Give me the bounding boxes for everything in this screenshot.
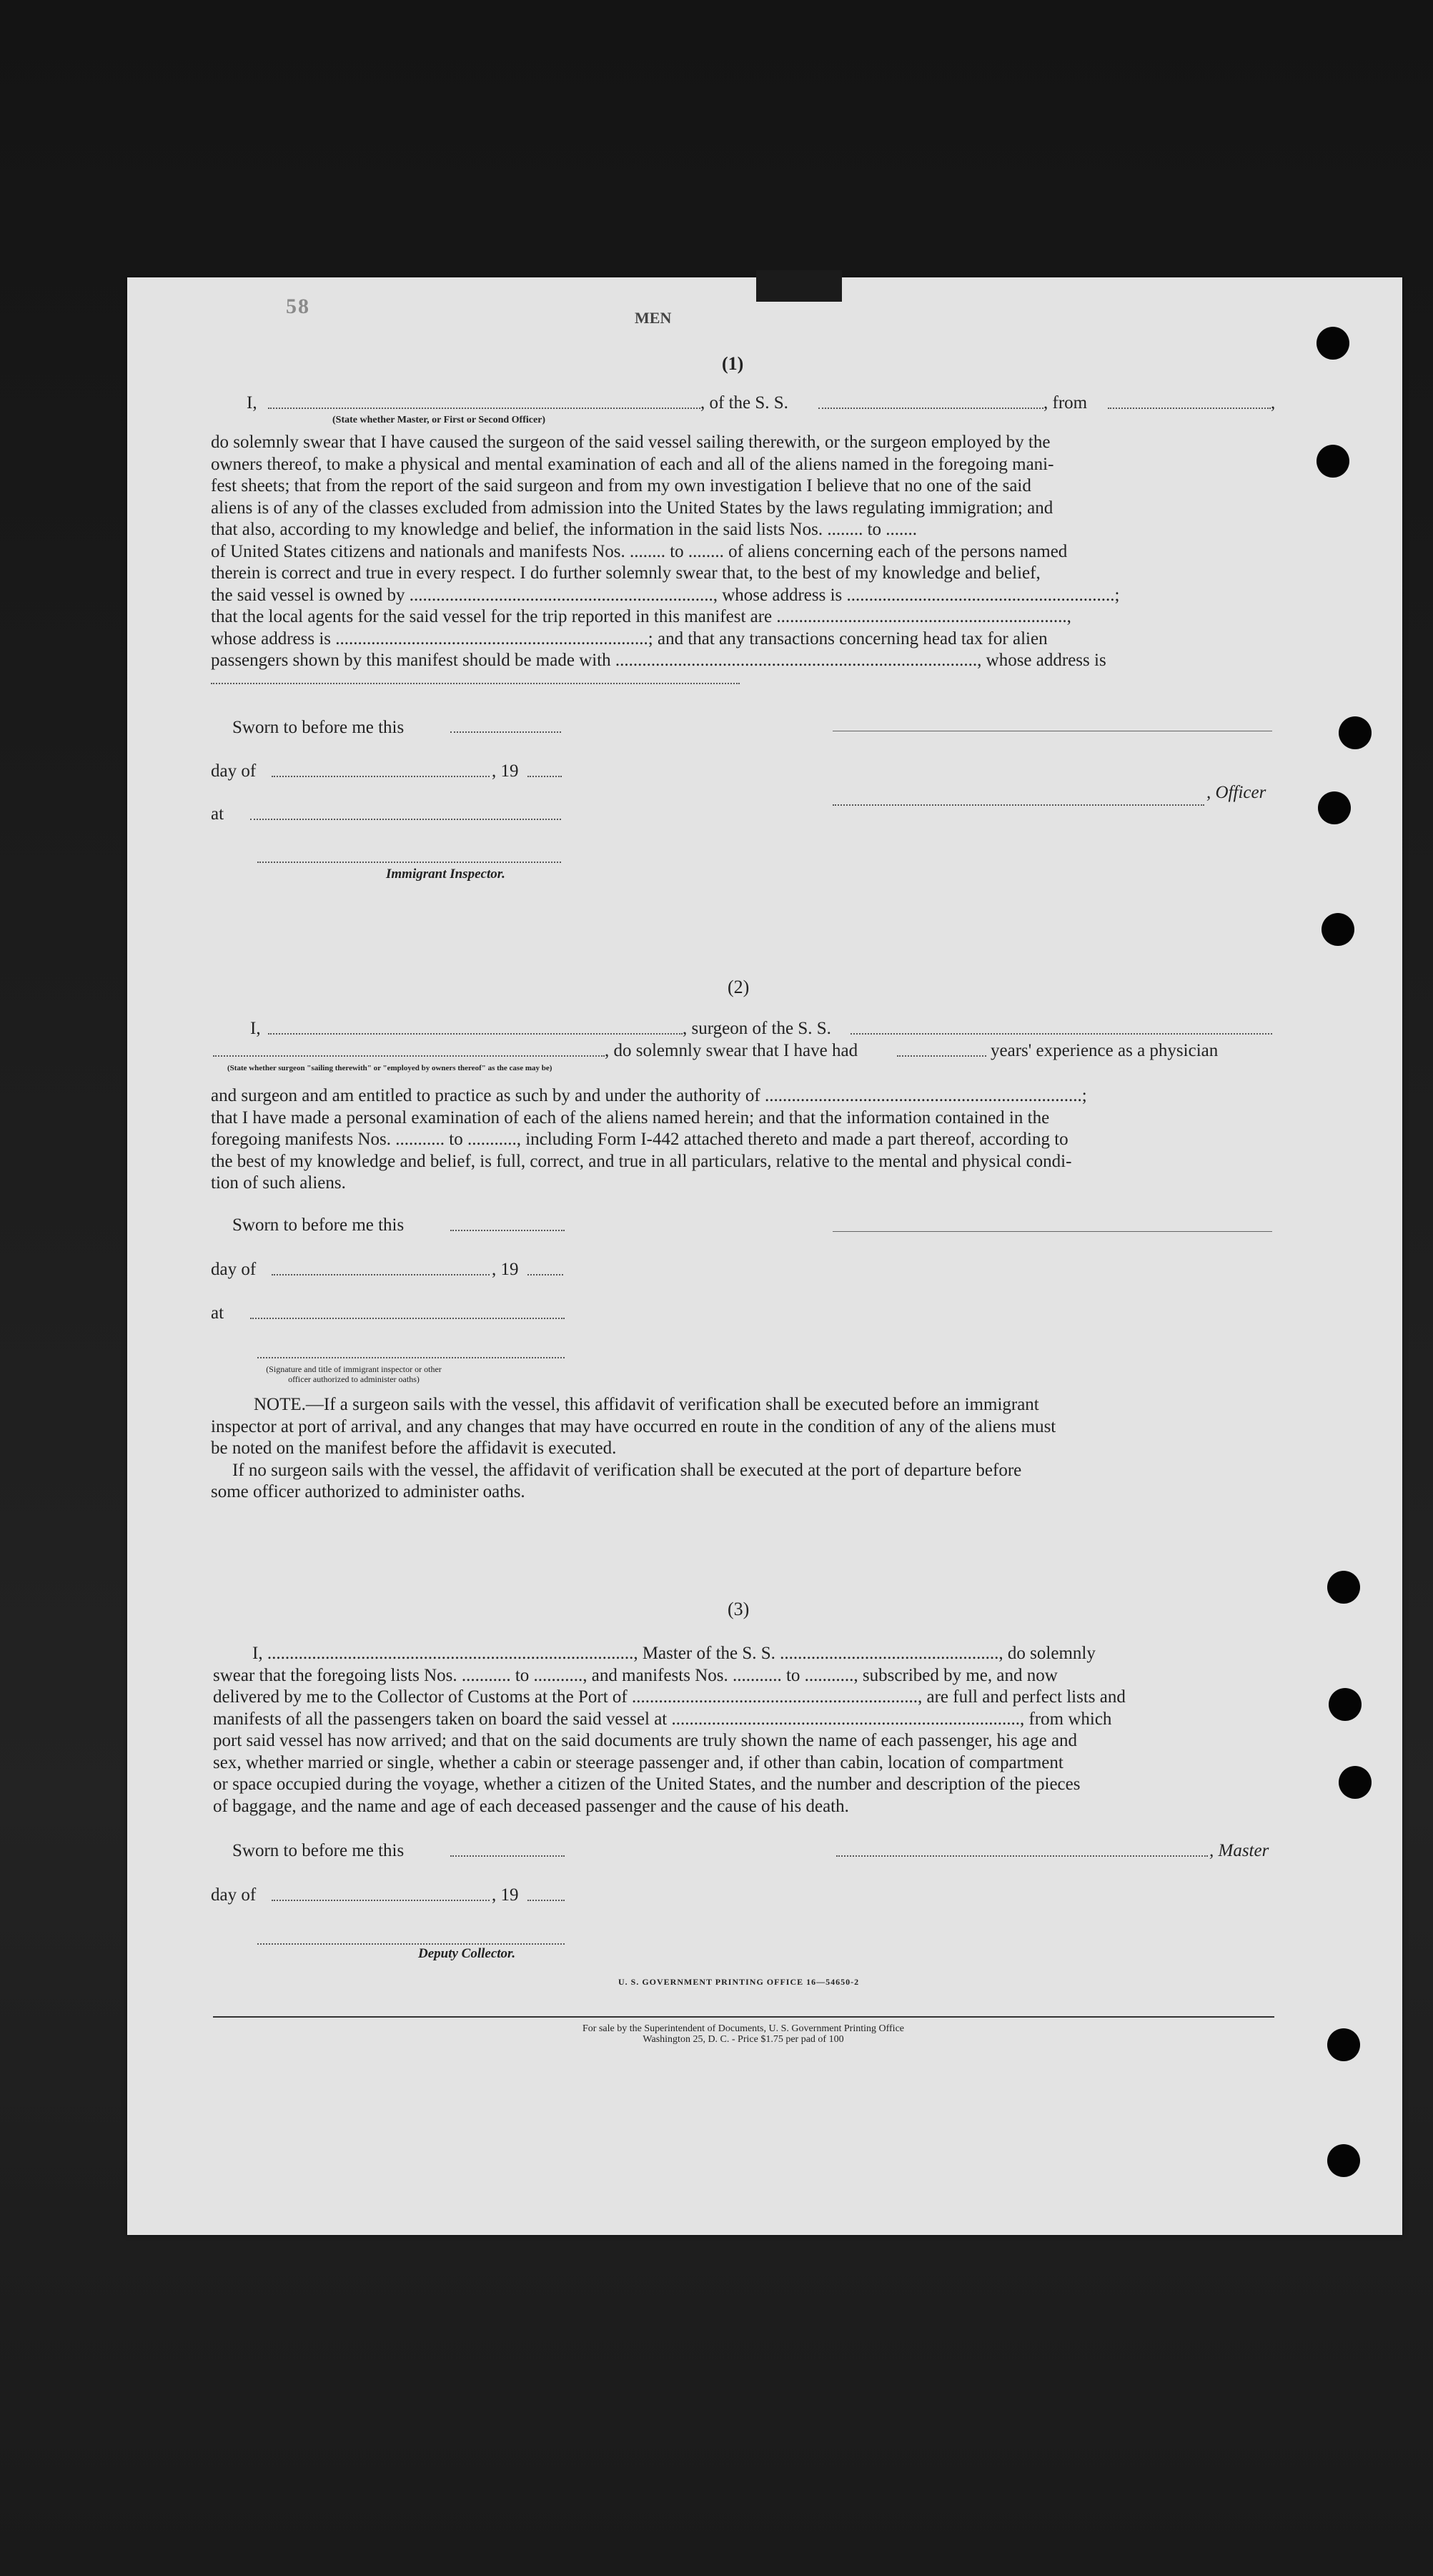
punch-hole [1339, 1766, 1372, 1799]
oath-line: delivered by me to the Collector of Customs at the Port of ................................................................, are full and perfect lists and [213, 1687, 1126, 1707]
day-of-label: day of [211, 1260, 257, 1279]
oath-line: I, .................................................................................., Master of the S. S. ................................................., do solemnly [252, 1644, 1096, 1663]
swear-label: , do solemnly swear that I have had [605, 1041, 858, 1060]
footer-rule [213, 2016, 1274, 2018]
page-stamp: 58 [286, 295, 310, 318]
oath-line: do solemnly swear that I have caused the surgeon of the said vessel sailing therewith, or the surgeon employed by the [211, 433, 1051, 452]
surgeon-note [211, 1394, 1276, 1504]
printing-office-line: U. S. GOVERNMENT PRINTING OFFICE 16—54650-2 [618, 1977, 860, 1987]
punch-hole [1327, 1571, 1360, 1604]
deputy-collector-label: Deputy Collector. [418, 1946, 516, 1961]
sale-line-2: Washington 25, D. C. - Price $1.75 per pad of 100 [643, 2034, 844, 2045]
oath-line: aliens is of any of the classes excluded from admission into the United States by the laws regulating immigration; and [211, 498, 1053, 518]
year-field [527, 1274, 563, 1275]
punch-hole [1318, 791, 1351, 824]
sworn-label: Sworn to before me this [232, 1841, 405, 1860]
oath-line: port said vessel has now arrived; and that on the said documents are truly shown the name of each passenger, his age and [213, 1731, 1078, 1750]
i-label: I, [247, 393, 257, 413]
note-line: If no surgeon sails with the vessel, the affidavit of verification shall be executed at the port of departure before [232, 1460, 1022, 1480]
punch-hole [1327, 2028, 1360, 2061]
oath-line: therein is correct and true in every respect. I do further solemnly swear that, to the best of my knowledge and belief, [211, 563, 1041, 583]
surgeon-type-field [213, 1055, 605, 1057]
oath-line: that I have made a personal examination of each of the aliens named herein; and that the information contained in the [211, 1107, 1050, 1127]
oath-line: fest sheets; that from the report of the said surgeon and from my own investigation I believe that no one of the said [211, 476, 1031, 495]
punch-hole [1317, 327, 1349, 360]
punch-hole [1317, 445, 1349, 478]
sale-line-1: For sale by the Superintendent of Documents, U. S. Government Printing Office [582, 2023, 904, 2034]
signature-caption [264, 1364, 443, 1384]
oath-line: owners thereof, to make a physical and mental examination of each and all of the aliens named in the foregoing mani- [211, 454, 1054, 474]
collector-signature-field [257, 1943, 565, 1945]
from-label: , from [1043, 393, 1088, 413]
oath-line: whose address is ......................................................................; and that any transactions concerning head tax for alien [211, 628, 1048, 648]
section-2-number: (2) [728, 977, 750, 997]
oath-line: foregoing manifests Nos. ........... to ..........., including Form I-442 attached thereto and made a part thereof, according to [211, 1130, 1068, 1149]
at-place-field [250, 1318, 565, 1319]
surgeon-of-label: , surgeon of the S. S. [683, 1019, 831, 1038]
oath-line: sex, whether married or single, whether a cabin or steerage passenger and, if other than cabin, location of compartment [213, 1752, 1063, 1772]
sworn-label: Sworn to before me this [232, 718, 405, 737]
immigrant-inspector-label: Immigrant Inspector. [386, 867, 505, 882]
oath-line: that also, according to my knowledge and belief, the information in the said lists Nos. ........ to ....... [211, 520, 918, 539]
officer-label: , Officer [1206, 783, 1266, 802]
signature-caption-text: (Signature and title of immigrant inspector or other officer authorized to administer oaths) [266, 1364, 442, 1384]
at-label: at [211, 1303, 224, 1323]
oath-line: or space occupied during the voyage, whether a citizen of the United States, and the number and description of the pieces [213, 1775, 1081, 1794]
month-field [272, 1900, 490, 1901]
section-1-number: (1) [722, 353, 744, 374]
master-signature-field [836, 1855, 1208, 1857]
comma: , [1271, 393, 1276, 413]
year-field [527, 776, 562, 777]
day-of-label: day of [211, 1885, 257, 1905]
section-3-number: (3) [728, 1599, 750, 1619]
officer-signature-field [257, 1357, 565, 1358]
oath-line: the said vessel is owned by ...................................................................., whose address is ............................................................; [211, 585, 1120, 605]
header-mark: MEN [635, 309, 672, 327]
oath-line: manifests of all the passengers taken on board the said vessel at .............................................................................., from which [213, 1709, 1112, 1729]
sworn-date-field [450, 1230, 565, 1231]
note-line: some officer authorized to administer oaths. [211, 1482, 525, 1501]
master-name-field [268, 408, 700, 409]
sworn-label: Sworn to before me this [232, 1215, 405, 1235]
section-1-first-line [247, 393, 257, 413]
oath-line: of United States citizens and nationals and manifests Nos. ........ to ........ of aliens concerning each of the persons named [211, 541, 1068, 561]
at-place-field [250, 819, 561, 820]
inspector-signature-field [257, 862, 561, 863]
signature-line [833, 1231, 1272, 1232]
oath-line: of baggage, and the name and age of each deceased passenger and the cause of his death. [213, 1796, 849, 1816]
year-field [527, 1900, 565, 1901]
i-label: I, [250, 1019, 261, 1038]
master-label: , Master [1209, 1841, 1269, 1860]
oath-line: that the local agents for the said vessel for the trip reported in this manifest are ................................................................., [211, 607, 1071, 626]
sale-notice [457, 2023, 1029, 2045]
section-3-oath-text [213, 1643, 1278, 1817]
ship-name-field [818, 408, 1043, 409]
of-ss-label: , of the S. S. [700, 393, 788, 413]
month-field [272, 776, 490, 777]
section-2-oath-text [211, 1085, 1276, 1195]
oath-line: and surgeon and am entitled to practice as such by and under the authority of .......................................................................; [211, 1086, 1087, 1105]
oath-line: swear that the foregoing lists Nos. ........... to ..........., and manifests Nos. ........... to ..........., subscribed by me, and now [213, 1665, 1058, 1685]
oath-line: passengers shown by this manifest should be made with ................................................................................., whose address is [211, 651, 1106, 670]
sworn-date-field [450, 731, 561, 733]
years-experience-label: years' experience as a physician [991, 1041, 1219, 1060]
section-1-oath-text [211, 432, 1276, 672]
sheet-tab-notch [756, 270, 842, 302]
surgeon-caption: (State whether surgeon "sailing therewith" or "employed by owners thereof" as the case may be) [227, 1064, 552, 1072]
from-port-field [1108, 408, 1271, 409]
sworn-date-field [450, 1855, 565, 1857]
oath-line: tion of such aliens. [211, 1173, 346, 1193]
surgeon-ship-field [851, 1033, 1272, 1035]
punch-hole [1329, 1688, 1362, 1721]
note-line: NOTE.—If a surgeon sails with the vessel, this affidavit of verification shall be executed before an immigrant [254, 1395, 1039, 1414]
oath-line: the best of my knowledge and belief, is full, correct, and true in all particulars, relative to the mental and physical condi- [211, 1151, 1072, 1171]
year-label: , 19 [492, 1885, 519, 1905]
officer-signature-field [833, 804, 1204, 806]
month-field [272, 1274, 490, 1275]
day-of-label: day of [211, 761, 257, 781]
punch-hole [1322, 913, 1354, 946]
surgeon-name-field [268, 1033, 683, 1035]
punch-hole [1327, 2144, 1360, 2177]
note-line: inspector at port of arrival, and any changes that may have occurred en route in the condition of any of the aliens must [211, 1416, 1056, 1436]
years-field [897, 1055, 986, 1057]
note-line: be noted on the manifest before the affidavit is executed. [211, 1438, 617, 1458]
punch-hole [1339, 716, 1372, 749]
officer-caption: (State whether Master, or First or Second Officer) [332, 415, 546, 425]
year-label: , 19 [492, 1260, 519, 1279]
address-continuation-field [211, 683, 740, 684]
year-label: , 19 [492, 761, 519, 781]
at-label: at [211, 804, 224, 824]
